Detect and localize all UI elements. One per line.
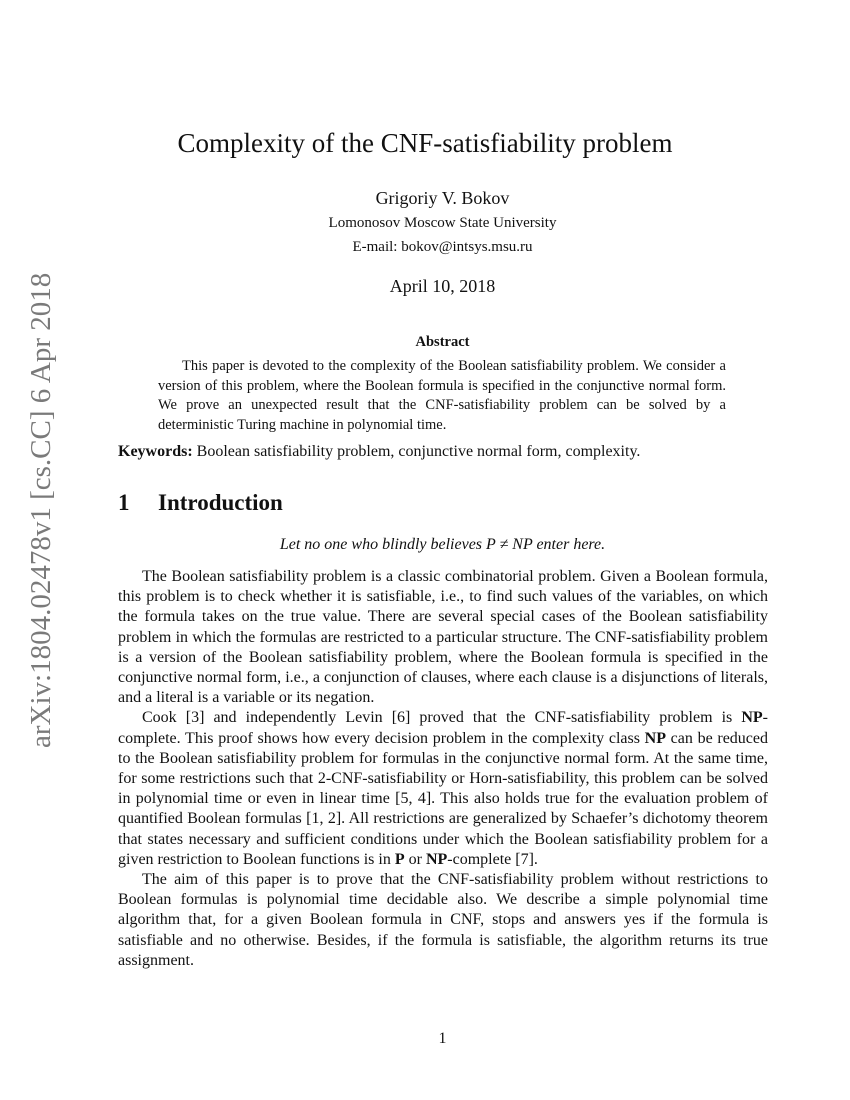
paragraph-text: Cook [3] and independently Levin [6] proved that the CNF-satisfiability problem is (142, 709, 742, 727)
paragraph: The Boolean satisfiability problem is a classic combinatorial problem. Given a Boolean formula, this problem is to check whether it is satisfiable, i.e., to find such values of the variables, on which the formula takes on the true value. There are several special cases of the Boolean satisfiability problem in which the formulas are restricted to a particular structure. The CNF-satisfiability problem is a version of the Boolean satisfiability problem, where the Boolean formula is specified in the conjunctive normal form, i.e., a conjunction of clauses, where each clause is a disjunctions of literals, and a literal is a variable or its negation. (118, 568, 768, 707)
complexity-class-np: NP (644, 729, 666, 747)
author-name: Grigoriy V. Bokov (375, 188, 510, 208)
complexity-class-np: NP (741, 709, 763, 727)
paragraph (118, 708, 768, 870)
section-title: Introduction (158, 490, 283, 515)
section-heading (118, 490, 283, 516)
paragraph-text: -complete [7]. (447, 850, 538, 868)
keywords (118, 443, 768, 461)
complexity-class-p: P (394, 850, 405, 868)
paper-title: Complexity of the CNF-satisfiability problem (177, 128, 673, 158)
paragraph-text: can be reduced to the Boolean satisfiability problem for formulas in the conjunctive normal form. At the same time, for some restrictions such that 2-CNF-satisfiability or Horn-satisfiability, this problem can be solved in polynomial time or even in linear time [5, 4]. This also holds true for the evaluation problem of quantified Boolean formulas [1, 2]. All restrictions are generalized by Schaefer’s dichotomy theorem that states necessary and sufficient conditions under which the Boolean satisfiability problem for a given restriction to Boolean functions is in (118, 729, 769, 868)
paragraph: The aim of this paper is to prove that the CNF-satisfiability problem without restrictions to Boolean formulas is polynomial time decidable also. We describe a simple polynomial time algorithm that, for a given Boolean formula in CNF, stops and answers yes if the formula is satisfiable and no otherwise. Besides, if the formula is satisfiable, the algorithm returns its true assignment. (118, 871, 768, 969)
paper-date: April 10, 2018 (389, 276, 496, 296)
keywords-text: Boolean satisfiability problem, conjunctive normal form, complexity. (196, 443, 641, 460)
keywords-label: Keywords: (118, 443, 193, 460)
author-email: E-mail: bokov@intsys.msu.ru (352, 239, 533, 255)
paragraph-text: or (404, 850, 426, 868)
complexity-class-np: NP (425, 850, 448, 868)
arxiv-stamp-text: arXiv:1804.02478v1 [cs.CC] 6 Apr 2018 (25, 272, 57, 748)
author-affiliation: Lomonosov Moscow State University (328, 215, 557, 231)
epigraph: Let no one who blindly believes P ≠ NP enter here. (279, 536, 606, 553)
page-number: 1 (438, 1030, 447, 1047)
section-number: 1 (118, 490, 130, 515)
abstract-text: This paper is devoted to the complexity of the Boolean satisfiability problem. We consider a version of this problem, where the Boolean formula is specified in the conjunctive normal form. We prove an unexpected result that the CNF-satisfiability problem can be solved by a deterministic Turing machine in polynomial time. (158, 358, 726, 433)
body-text (118, 567, 768, 971)
abstract-heading: Abstract (415, 334, 470, 350)
paragraph-text: -complete. This proof shows how every decision problem in the complexity class (118, 709, 768, 747)
